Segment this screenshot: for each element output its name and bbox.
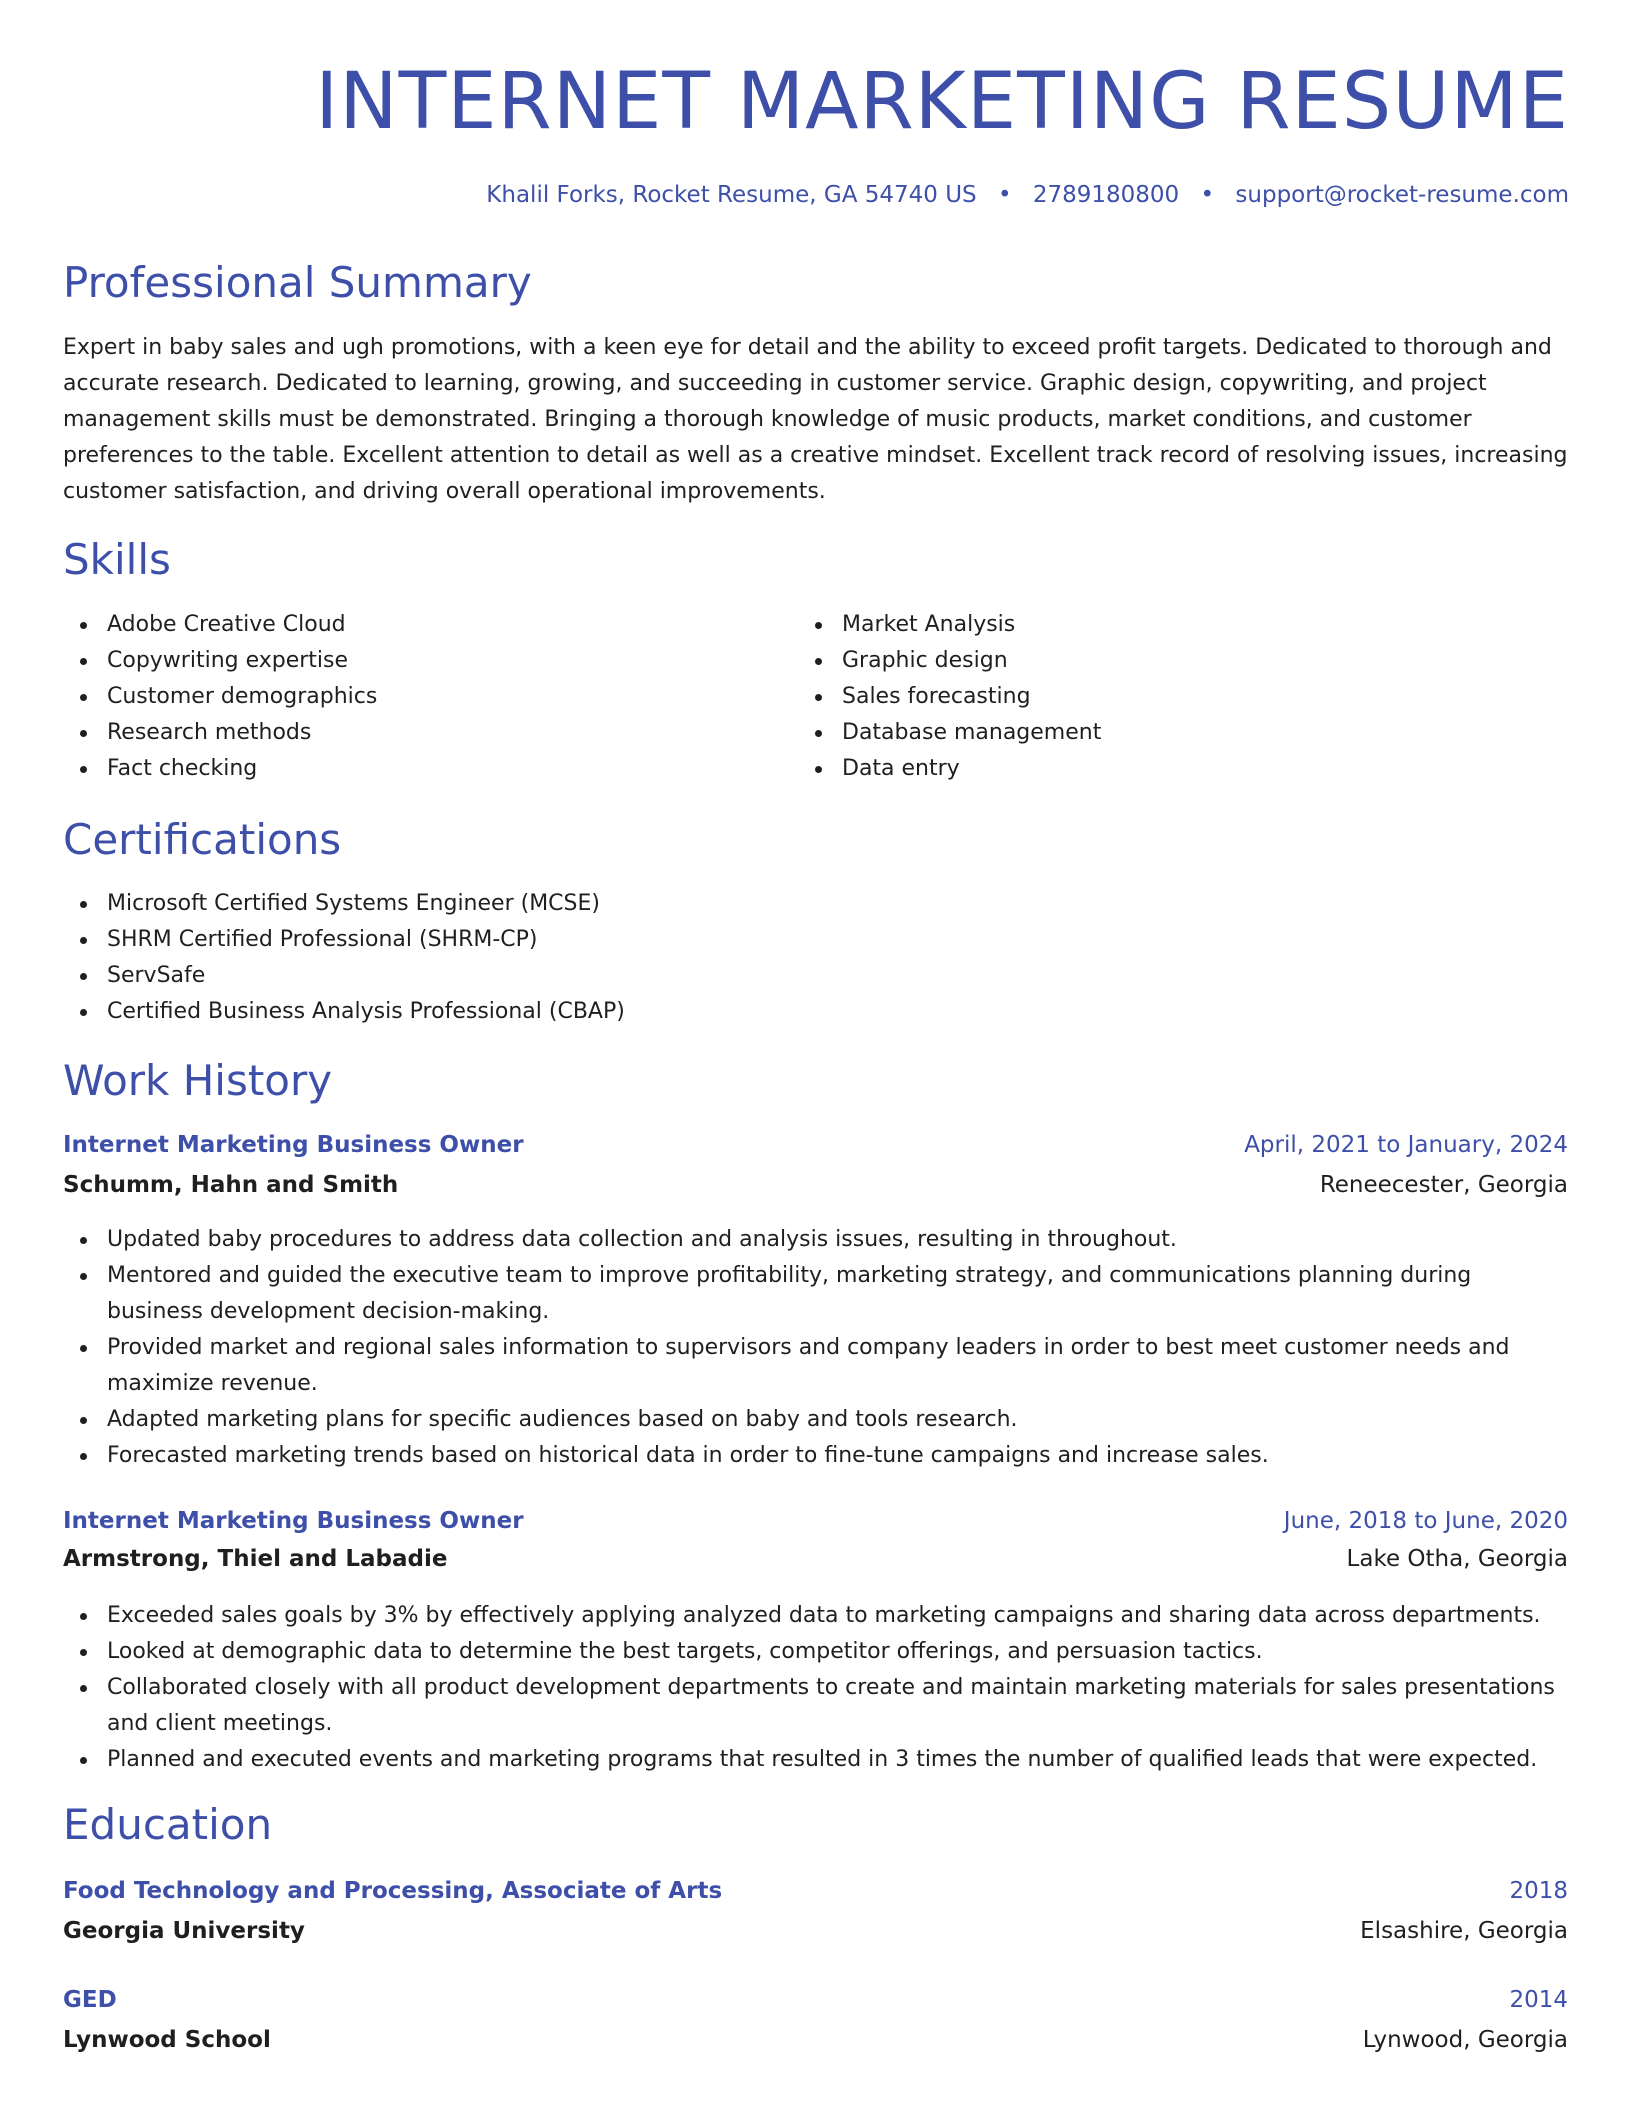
certification-item: ServSafe	[63, 958, 1568, 994]
skills-list-left	[63, 607, 763, 787]
job-bullets	[63, 1598, 1568, 1778]
education-school: Georgia University	[63, 1918, 305, 1944]
job-bullet: Collaborated closely with all product development departments to create and maintain marketing materials for sales presentations and client meetings.	[63, 1670, 1568, 1742]
job-bullet: Planned and executed events and marketing programs that resulted in 3 times the number of qualified leads that were expected.	[63, 1742, 1568, 1778]
skill-item: Fact checking	[63, 751, 763, 787]
certification-item: SHRM Certified Professional (SHRM-CP)	[63, 922, 1568, 958]
skill-item: Graphic design	[798, 643, 1498, 679]
education-year: 2014	[1509, 1987, 1568, 2013]
education-header-row	[63, 1878, 1568, 1904]
job-company-row	[63, 1546, 1568, 1572]
job-company: Armstrong, Thiel and Labadie	[63, 1546, 448, 1572]
education-school-row	[63, 1918, 1568, 1944]
contact-phone: 2789180800	[1032, 182, 1180, 208]
education-degree: Food Technology and Processing, Associate of Arts	[63, 1878, 723, 1904]
education-heading: Education	[63, 1800, 273, 1849]
certifications-heading: Certifications	[63, 815, 342, 864]
contact-email[interactable]: support@rocket-resume.com	[1235, 182, 1569, 208]
job-title: Internet Marketing Business Owner	[63, 1508, 524, 1534]
skill-item: Adobe Creative Cloud	[63, 607, 763, 643]
job-bullet: Provided market and regional sales information to supervisors and company leaders in order to best meet customer needs and maximize revenue.	[63, 1330, 1568, 1402]
job-bullet: Looked at demographic data to determine the best targets, competitor offerings, and persuasion tactics.	[63, 1634, 1568, 1670]
job-dates: April, 2021 to January, 2024	[1244, 1132, 1568, 1158]
certifications-list	[63, 886, 1568, 1030]
contact-address: Khalil Forks, Rocket Resume, GA 54740 US	[486, 182, 977, 208]
summary-text: Expert in baby sales and ugh promotions, with a keen eye for detail and the ability to exceed profit targets. Dedicated to thorough and accurate research. Dedicated to learning, growing, and succeeding in customer service. Graphic design, copywriting, and project management skills must be demonstrated. Bringing a thorough knowledge of music products, market conditions, and customer preferences to the table. Excellent attention to detail as well as a creative mindset. Excellent track record of resolving issues, increasing customer satisfaction, and driving overall operational improvements.	[63, 335, 1568, 504]
job-location: Reneecester, Georgia	[1319, 1172, 1568, 1198]
job-bullets	[63, 1222, 1568, 1474]
education-school-row	[63, 2027, 1568, 2053]
education-location: Elsashire, Georgia	[1360, 1918, 1568, 1944]
skills-list-right	[798, 607, 1498, 787]
education-header-row	[63, 1987, 1568, 2013]
skill-item: Data entry	[798, 751, 1498, 787]
certification-item: Microsoft Certified Systems Engineer (MCSE)	[63, 886, 1568, 922]
resume-title: INTERNET MARKETING RESUME	[315, 57, 1569, 147]
job-location: Lake Otha, Georgia	[1346, 1546, 1568, 1572]
education-year: 2018	[1509, 1878, 1568, 1904]
skill-item: Research methods	[63, 715, 763, 751]
job-bullet: Mentored and guided the executive team to improve profitability, marketing strategy, and communications planning during business development decision-making.	[63, 1258, 1568, 1330]
job-header-row	[63, 1132, 1568, 1158]
job-bullet: Forecasted marketing trends based on historical data in order to fine-tune campaigns and increase sales.	[63, 1438, 1568, 1474]
skill-item: Customer demographics	[63, 679, 763, 715]
skill-item: Copywriting expertise	[63, 643, 763, 679]
job-header-row	[63, 1508, 1568, 1534]
work-history-heading: Work History	[63, 1056, 333, 1105]
job-dates: June, 2018 to June, 2020	[1283, 1508, 1568, 1534]
education-degree: GED	[63, 1987, 117, 2013]
contact-separator: •	[997, 182, 1012, 208]
contact-separator: •	[1200, 182, 1215, 208]
skills-heading: Skills	[63, 535, 171, 584]
certification-item: Certified Business Analysis Professional (CBAP)	[63, 994, 1568, 1030]
summary-heading: Professional Summary	[63, 258, 532, 307]
job-company-row	[63, 1172, 1568, 1198]
skill-item: Sales forecasting	[798, 679, 1498, 715]
job-bullet: Adapted marketing plans for specific audiences based on baby and tools research.	[63, 1402, 1568, 1438]
job-title: Internet Marketing Business Owner	[63, 1132, 524, 1158]
skill-item: Database management	[798, 715, 1498, 751]
job-bullet: Updated baby procedures to address data collection and analysis issues, resulting in throughout.	[63, 1222, 1568, 1258]
contact-line	[486, 182, 1569, 208]
education-school: Lynwood School	[63, 2027, 271, 2053]
job-company: Schumm, Hahn and Smith	[63, 1172, 399, 1198]
skill-item: Market Analysis	[798, 607, 1498, 643]
job-bullet: Exceeded sales goals by 3% by effectively applying analyzed data to marketing campaigns and sharing data across departments.	[63, 1598, 1568, 1634]
education-location: Lynwood, Georgia	[1362, 2027, 1568, 2053]
